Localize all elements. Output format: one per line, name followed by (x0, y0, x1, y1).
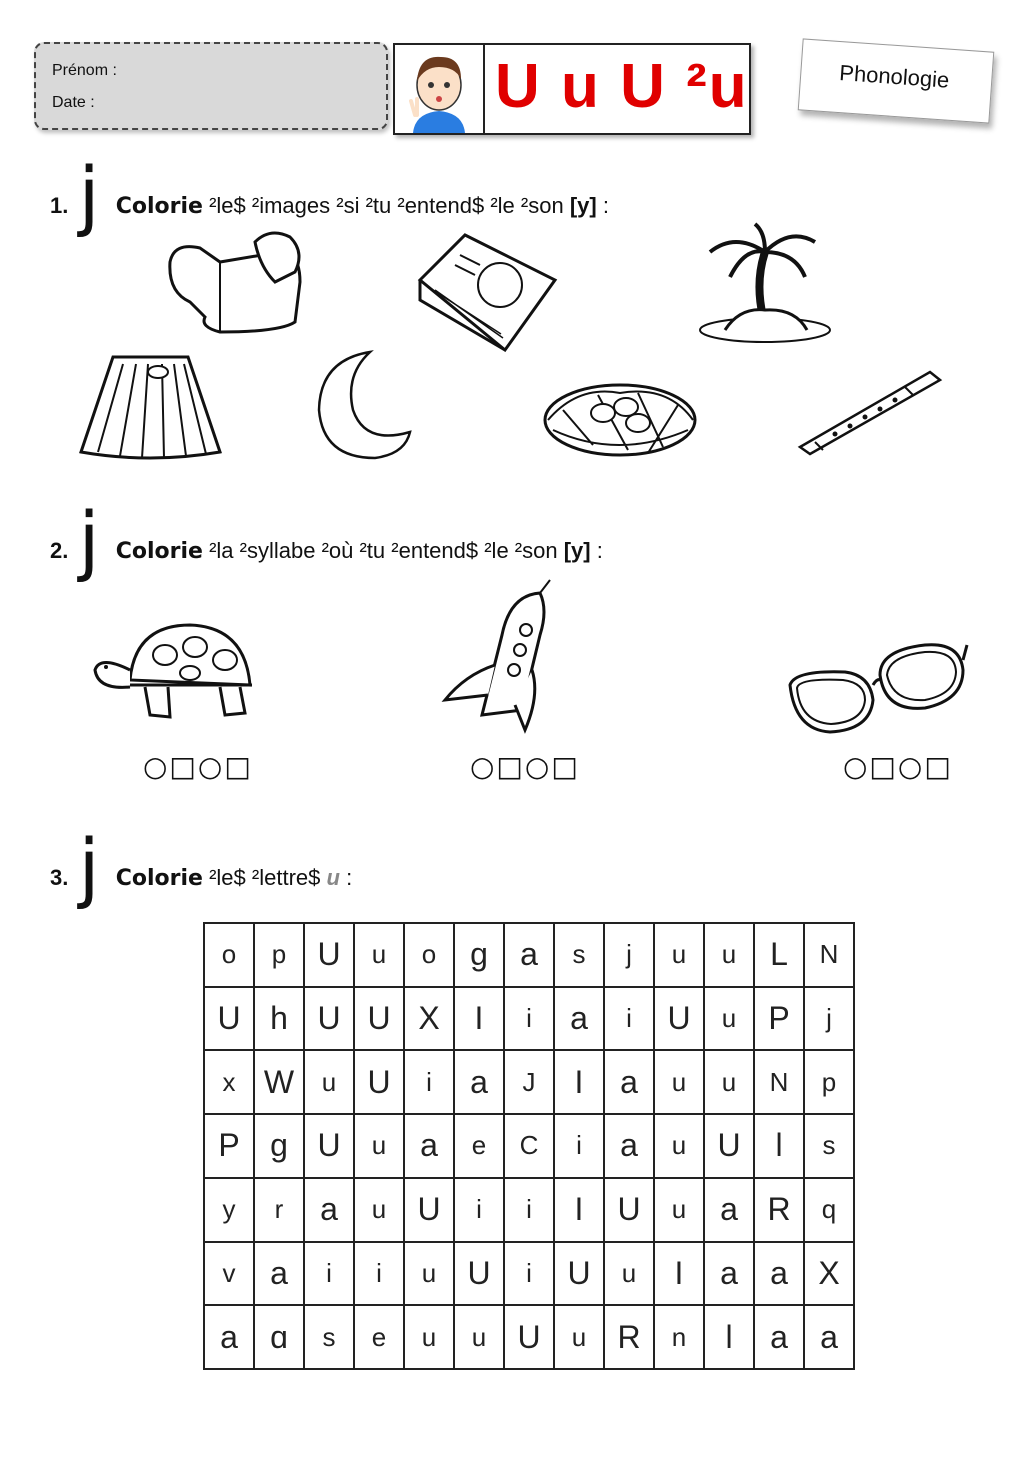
grid-cell[interactable]: U (204, 987, 254, 1051)
instruction-3 (50, 822, 352, 911)
grid-cell[interactable]: a (754, 1305, 804, 1369)
grid-cell[interactable]: s (804, 1114, 854, 1178)
instruction-glyph: j (78, 822, 100, 911)
grid-cell[interactable]: i (304, 1242, 354, 1306)
grid-cell[interactable]: u (554, 1305, 604, 1369)
grid-cell[interactable]: i (554, 1114, 604, 1178)
grid-cell[interactable]: U (304, 987, 354, 1051)
grid-cell[interactable]: a (704, 1242, 754, 1306)
prenom-label: Prénom : (52, 62, 117, 79)
glasses-icon (785, 630, 970, 740)
name-date-box (34, 42, 388, 130)
grid-cell[interactable]: U (454, 1242, 504, 1306)
instruction-number: 3. (50, 865, 69, 890)
grid-cell[interactable]: I (554, 1050, 604, 1114)
grid-cell[interactable]: u (354, 1114, 404, 1178)
sound-label: [y] (569, 193, 597, 218)
grid-cell[interactable]: X (404, 987, 454, 1051)
grid-cell[interactable]: a (204, 1305, 254, 1369)
grid-cell[interactable]: y (204, 1178, 254, 1242)
grid-cell[interactable]: R (754, 1178, 804, 1242)
book-icon[interactable] (405, 230, 560, 355)
grid-cell[interactable]: I (454, 987, 504, 1051)
instruction-colon: : (346, 865, 353, 890)
grid-cell[interactable]: u (654, 1178, 704, 1242)
instruction-number: 1. (50, 193, 69, 218)
grid-cell[interactable]: u (454, 1305, 504, 1369)
letter-grid (203, 922, 855, 1370)
grid-cell[interactable]: g (254, 1114, 304, 1178)
instruction-text: ²la ²syllabe ²où ²tu ²entend$ ²le ²son (209, 538, 558, 563)
grid-cell[interactable]: i (504, 987, 554, 1051)
grid-row (204, 1178, 854, 1242)
grid-cell[interactable]: r (254, 1178, 304, 1242)
grid-cell[interactable]: C (504, 1114, 554, 1178)
instruction-glyph: j (78, 495, 100, 584)
skirt-icon[interactable] (78, 352, 223, 462)
grid-cell[interactable]: i (404, 1050, 454, 1114)
grid-cell[interactable]: i (504, 1242, 554, 1306)
instruction-1 (50, 150, 609, 239)
instruction-text: ²le$ ²lettre$ (209, 865, 321, 890)
nest-icon[interactable] (538, 365, 703, 465)
grid-cell[interactable]: e (454, 1114, 504, 1178)
grid-cell[interactable]: h (254, 987, 304, 1051)
date-label: Date : (52, 94, 95, 111)
grid-cell[interactable]: I (654, 1242, 704, 1306)
grid-cell[interactable]: I (554, 1178, 604, 1242)
grid-cell[interactable]: q (804, 1178, 854, 1242)
grid-row (204, 1242, 854, 1306)
bed-icon[interactable] (160, 222, 310, 342)
grid-cell[interactable]: a (504, 923, 554, 987)
instruction-colon: : (602, 193, 609, 218)
grid-cell[interactable]: i (354, 1242, 404, 1306)
grid-cell[interactable]: U (404, 1178, 454, 1242)
instruction-verb: Colorie (115, 866, 203, 891)
grid-cell[interactable]: n (654, 1305, 704, 1369)
target-letter: u (326, 865, 340, 890)
grid-cell[interactable]: a (404, 1114, 454, 1178)
page-title: U u U ²u (495, 52, 749, 121)
grid-cell[interactable]: P (754, 987, 804, 1051)
grid-cell[interactable]: u (654, 923, 704, 987)
grid-cell[interactable]: u (654, 1050, 704, 1114)
grid-cell[interactable]: u (654, 1114, 704, 1178)
grid-row (204, 1114, 854, 1178)
grid-cell[interactable]: p (804, 1050, 854, 1114)
category-label: Phonologie (838, 60, 951, 93)
grid-cell[interactable]: P (204, 1114, 254, 1178)
grid-cell[interactable]: x (204, 1050, 254, 1114)
grid-cell[interactable]: U (304, 1114, 354, 1178)
grid-cell[interactable]: a (254, 1242, 304, 1306)
grid-cell[interactable]: u (354, 923, 404, 987)
island-icon[interactable] (695, 222, 835, 347)
rocket-icon (440, 575, 565, 740)
grid-cell[interactable]: U (604, 1178, 654, 1242)
syllable-boxes-turtle[interactable]: ○□○□ (143, 750, 253, 783)
grid-cell[interactable]: g (454, 923, 504, 987)
grid-cell[interactable]: a (704, 1178, 754, 1242)
syllable-boxes-glasses[interactable]: ○□○□ (843, 750, 953, 783)
grid-cell[interactable]: R (604, 1305, 654, 1369)
grid-row (204, 987, 854, 1051)
grid-cell[interactable]: a (304, 1178, 354, 1242)
grid-cell[interactable]: a (804, 1305, 854, 1369)
instruction-colon: : (596, 538, 603, 563)
grid-cell[interactable]: a (604, 1050, 654, 1114)
grid-cell[interactable]: N (754, 1050, 804, 1114)
instruction-text: ²le$ ²images ²si ²tu ²entend$ ²le ²son (209, 193, 564, 218)
grid-cell[interactable]: U (704, 1114, 754, 1178)
grid-row (204, 923, 854, 987)
instruction-verb: Colorie (115, 539, 203, 564)
grid-cell[interactable]: u (404, 1305, 454, 1369)
grid-cell[interactable]: s (554, 923, 604, 987)
grid-cell[interactable]: N (804, 923, 854, 987)
grid-cell[interactable]: U (504, 1305, 554, 1369)
grid-cell[interactable]: U (354, 987, 404, 1051)
grid-cell[interactable]: l (704, 1305, 754, 1369)
grid-cell[interactable]: X (804, 1242, 854, 1306)
grid-cell[interactable]: W (254, 1050, 304, 1114)
grid-cell[interactable]: u (704, 1050, 754, 1114)
grid-cell[interactable]: U (354, 1050, 404, 1114)
grid-cell[interactable]: o (204, 923, 254, 987)
grid-cell[interactable]: U (554, 1242, 604, 1306)
grid-cell[interactable]: i (454, 1178, 504, 1242)
grid-cell[interactable]: L (754, 923, 804, 987)
grid-cell[interactable]: a (454, 1050, 504, 1114)
grid-cell[interactable]: a (554, 987, 604, 1051)
title-box (393, 43, 751, 135)
sound-label: [y] (563, 538, 591, 563)
grid-cell[interactable]: j (604, 923, 654, 987)
flute-icon[interactable] (795, 362, 950, 462)
turtle-icon (90, 615, 255, 727)
category-tag (798, 38, 995, 123)
grid-cell[interactable]: i (504, 1178, 554, 1242)
grid-cell[interactable]: p (254, 923, 304, 987)
grid-cell[interactable]: e (354, 1305, 404, 1369)
grid-cell[interactable]: u (404, 1242, 454, 1306)
grid-row (204, 1305, 854, 1369)
grid-cell[interactable]: u (604, 1242, 654, 1306)
grid-cell[interactable]: U (304, 923, 354, 987)
grid-cell[interactable]: J (504, 1050, 554, 1114)
child-face-icon (395, 45, 485, 133)
grid-cell[interactable]: v (204, 1242, 254, 1306)
grid-cell[interactable]: i (604, 987, 654, 1051)
instruction-verb: Colorie (115, 194, 203, 219)
grid-cell[interactable]: s (304, 1305, 354, 1369)
grid-cell[interactable]: j (804, 987, 854, 1051)
grid-cell[interactable]: U (654, 987, 704, 1051)
instruction-2 (50, 495, 603, 584)
grid-cell[interactable]: l (754, 1114, 804, 1178)
grid-cell[interactable]: u (704, 987, 754, 1051)
grid-row (204, 1050, 854, 1114)
grid-cell[interactable]: u (304, 1050, 354, 1114)
grid-cell[interactable]: u (704, 923, 754, 987)
instruction-number: 2. (50, 538, 69, 563)
grid-cell[interactable]: ɑ (254, 1305, 304, 1369)
moon-icon[interactable] (315, 350, 415, 465)
syllable-boxes-rocket[interactable]: ○□○□ (470, 750, 580, 783)
grid-cell[interactable]: a (754, 1242, 804, 1306)
grid-cell[interactable]: o (404, 923, 454, 987)
grid-cell[interactable]: a (604, 1114, 654, 1178)
instruction-glyph: j (78, 150, 100, 239)
grid-cell[interactable]: u (354, 1178, 404, 1242)
